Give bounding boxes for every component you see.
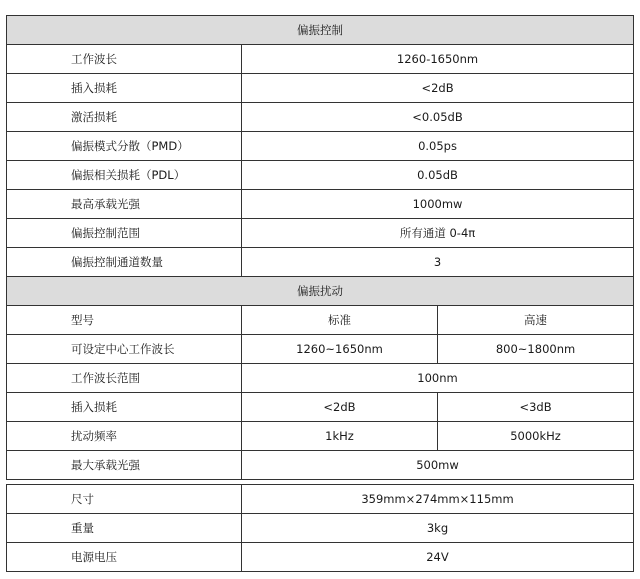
row-label: 扰动频率 xyxy=(7,422,242,451)
row-label: 工作波长范围 xyxy=(7,364,242,393)
table-row xyxy=(7,132,634,161)
general-spec-table xyxy=(6,484,634,572)
row-label: 可设定中心工作波长 xyxy=(7,335,242,364)
row-value: 24V xyxy=(242,543,634,572)
table-row xyxy=(7,45,634,74)
row-value: 0.05dB xyxy=(242,161,634,190)
section-header-polarization-control: 偏振控制 xyxy=(7,16,634,45)
section-header-row xyxy=(7,277,634,306)
table-row xyxy=(7,422,634,451)
value-high-speed: 800~1800nm xyxy=(438,335,634,364)
value-standard: 1260~1650nm xyxy=(242,335,438,364)
value-high-speed: <3dB xyxy=(438,393,634,422)
row-value: 1000mw xyxy=(242,190,634,219)
row-label: 偏振模式分散（PMD） xyxy=(7,132,242,161)
row-value: 3kg xyxy=(242,514,634,543)
row-value: 1260-1650nm xyxy=(242,45,634,74)
section-header-polarization-scrambling: 偏振扰动 xyxy=(7,277,634,306)
table-row xyxy=(7,451,634,480)
table-row xyxy=(7,364,634,393)
row-value: 100nm xyxy=(242,364,634,393)
row-value: <2dB xyxy=(242,74,634,103)
row-value: 0.05ps xyxy=(242,132,634,161)
table-row xyxy=(7,335,634,364)
row-label: 插入损耗 xyxy=(7,74,242,103)
row-label: 插入损耗 xyxy=(7,393,242,422)
row-label: 偏振相关损耗（PDL） xyxy=(7,161,242,190)
row-label: 偏振控制通道数量 xyxy=(7,248,242,277)
row-value: 359mm×274mm×115mm xyxy=(242,485,634,514)
row-value: 3 xyxy=(242,248,634,277)
table-row xyxy=(7,219,634,248)
table-row xyxy=(7,514,634,543)
row-label: 工作波长 xyxy=(7,45,242,74)
row-value: 500mw xyxy=(242,451,634,480)
model-standard: 标准 xyxy=(242,306,438,335)
model-high-speed: 高速 xyxy=(438,306,634,335)
row-label: 偏振控制范围 xyxy=(7,219,242,248)
row-label: 重量 xyxy=(7,514,242,543)
row-label: 最大承载光强 xyxy=(7,451,242,480)
table-row xyxy=(7,74,634,103)
table-row xyxy=(7,485,634,514)
table-row xyxy=(7,306,634,335)
row-label: 尺寸 xyxy=(7,485,242,514)
table-row xyxy=(7,190,634,219)
row-label: 激活损耗 xyxy=(7,103,242,132)
table-row xyxy=(7,393,634,422)
table-row xyxy=(7,103,634,132)
spec-table xyxy=(6,15,634,480)
value-standard: 1kHz xyxy=(242,422,438,451)
table-row xyxy=(7,161,634,190)
table-row xyxy=(7,248,634,277)
row-label: 电源电压 xyxy=(7,543,242,572)
table-row xyxy=(7,543,634,572)
section-header-row xyxy=(7,16,634,45)
row-value: <0.05dB xyxy=(242,103,634,132)
value-standard: <2dB xyxy=(242,393,438,422)
row-value: 所有通道 0-4π xyxy=(242,219,634,248)
row-label: 最高承载光强 xyxy=(7,190,242,219)
row-label: 型号 xyxy=(7,306,242,335)
value-high-speed: 5000kHz xyxy=(438,422,634,451)
